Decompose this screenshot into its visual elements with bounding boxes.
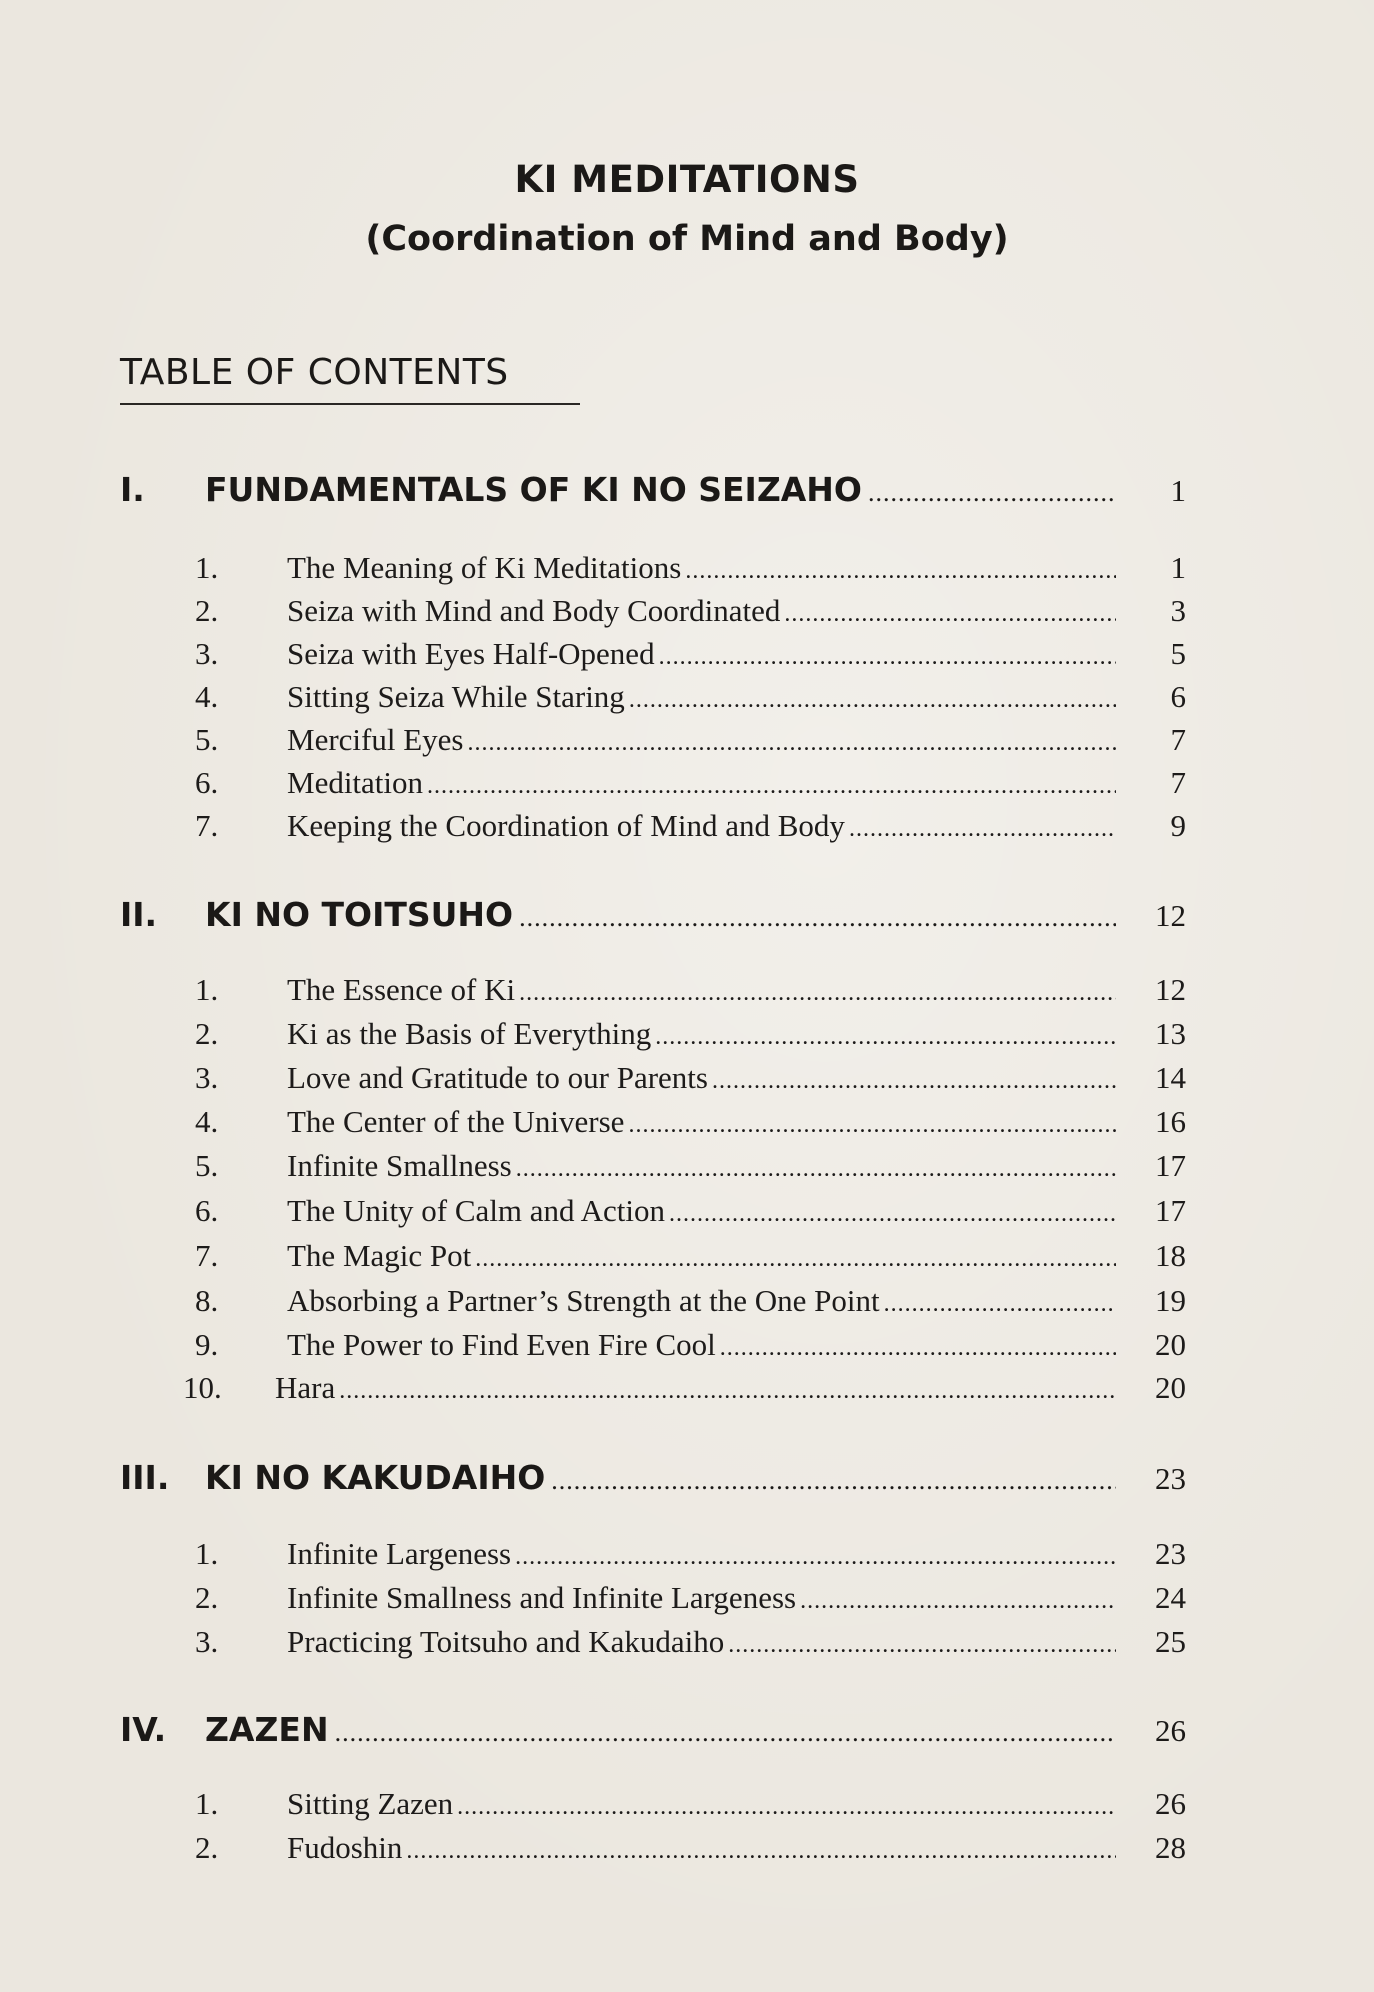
item-number: 1. — [195, 1536, 219, 1571]
dot-leader — [467, 730, 1116, 757]
item-page: 7 — [1170, 722, 1186, 757]
item-title: Absorbing a Partner’s Strength at the One Point — [287, 1283, 880, 1318]
dot-leader — [868, 478, 1116, 508]
item-number: 3. — [195, 1060, 219, 1095]
item-title: Fudoshin — [287, 1830, 403, 1865]
toc-item[interactable] — [195, 550, 1186, 586]
dot-leader — [655, 1024, 1116, 1051]
item-page: 1 — [1170, 550, 1186, 585]
item-number: 1. — [195, 1786, 219, 1821]
section-title: KI NO TOITSUHO — [205, 895, 514, 934]
item-title: Practicing Toitsuho and Kakudaiho — [287, 1624, 725, 1659]
dot-leader — [728, 1632, 1116, 1659]
dot-leader — [516, 1156, 1116, 1183]
item-page: 6 — [1170, 679, 1186, 714]
toc-item[interactable] — [195, 1786, 1186, 1822]
dot-leader — [406, 1838, 1116, 1865]
dot-leader — [659, 644, 1116, 671]
page-title: KI MEDITATIONS — [514, 158, 860, 201]
item-number: 6. — [195, 765, 219, 800]
item-number: 10. — [183, 1370, 222, 1405]
item-title: Ki as the Basis of Everything — [287, 1016, 652, 1051]
item-title: Seiza with Eyes Half-Opened — [287, 636, 655, 671]
item-page: 20 — [1155, 1370, 1186, 1405]
item-number: 4. — [195, 679, 219, 714]
toc-item[interactable] — [183, 1370, 1186, 1406]
toc-item[interactable] — [195, 765, 1186, 801]
toc-item[interactable] — [195, 1016, 1186, 1052]
item-page: 5 — [1170, 636, 1186, 671]
item-page: 17 — [1155, 1193, 1186, 1228]
item-number: 2. — [195, 1580, 219, 1615]
toc-section-2[interactable] — [120, 895, 1186, 934]
item-page: 16 — [1155, 1104, 1186, 1139]
item-title: Merciful Eyes — [287, 722, 464, 757]
dot-leader — [720, 1335, 1116, 1362]
item-number: 6. — [195, 1193, 219, 1228]
section-title: KI NO KAKUDAIHO — [205, 1458, 546, 1497]
toc-item[interactable] — [195, 1148, 1186, 1184]
toc-item[interactable] — [195, 1104, 1186, 1140]
dot-leader — [800, 1588, 1116, 1615]
toc-item[interactable] — [195, 1580, 1186, 1616]
dot-leader — [669, 1201, 1116, 1228]
dot-leader — [685, 558, 1116, 585]
toc-section-1[interactable] — [120, 470, 1186, 509]
dot-leader — [335, 1718, 1116, 1748]
section-page: 1 — [1170, 473, 1186, 508]
item-page: 19 — [1155, 1283, 1186, 1318]
toc-item[interactable] — [195, 1060, 1186, 1096]
item-page: 28 — [1155, 1830, 1186, 1865]
item-page: 17 — [1155, 1148, 1186, 1183]
item-title: Infinite Smallness and Infinite Largeness — [287, 1580, 797, 1615]
item-page: 7 — [1170, 765, 1186, 800]
dot-leader — [427, 773, 1116, 800]
section-title: FUNDAMENTALS OF KI NO SEIZAHO — [205, 470, 862, 509]
item-number: 7. — [195, 1238, 219, 1273]
toc-item[interactable] — [195, 1830, 1186, 1866]
item-title: Keeping the Coordination of Mind and Body — [287, 808, 845, 843]
item-page: 13 — [1155, 1016, 1186, 1051]
item-title: The Unity of Calm and Action — [287, 1193, 665, 1228]
toc-item[interactable] — [195, 679, 1186, 715]
dot-leader — [629, 687, 1116, 714]
item-page: 9 — [1170, 808, 1186, 843]
dot-leader — [515, 1544, 1116, 1571]
dot-leader — [849, 816, 1116, 843]
section-number: II. — [120, 895, 158, 934]
toc-item[interactable] — [195, 1327, 1186, 1363]
item-page: 24 — [1155, 1580, 1186, 1615]
toc-item[interactable] — [195, 972, 1186, 1008]
section-page: 12 — [1155, 898, 1186, 933]
item-page: 25 — [1155, 1624, 1186, 1659]
dot-leader — [519, 903, 1116, 933]
item-number: 9. — [195, 1327, 219, 1362]
item-number: 5. — [195, 1148, 219, 1183]
section-number: IV. — [120, 1710, 167, 1749]
dot-leader — [551, 1466, 1116, 1496]
item-page: 12 — [1155, 972, 1186, 1007]
dot-leader — [339, 1378, 1116, 1405]
toc-section-3[interactable] — [120, 1458, 1186, 1497]
item-page: 18 — [1155, 1238, 1186, 1273]
item-page: 23 — [1155, 1536, 1186, 1571]
dot-leader — [628, 1112, 1116, 1139]
item-title: Infinite Largeness — [287, 1536, 512, 1571]
toc-item[interactable] — [195, 1283, 1186, 1319]
item-title: Meditation — [287, 765, 424, 800]
item-title: Hara — [275, 1370, 336, 1405]
item-number: 5. — [195, 722, 219, 757]
item-title: The Magic Pot — [287, 1238, 472, 1273]
toc-section-4[interactable] — [120, 1710, 1186, 1749]
item-number: 2. — [195, 593, 219, 628]
item-number: 2. — [195, 1830, 219, 1865]
section-page: 26 — [1155, 1713, 1186, 1748]
toc-item[interactable] — [195, 593, 1186, 629]
section-page: 23 — [1155, 1461, 1186, 1496]
toc-item[interactable] — [195, 636, 1186, 672]
dot-leader — [519, 980, 1116, 1007]
item-number: 1. — [195, 550, 219, 585]
item-number: 3. — [195, 636, 219, 671]
item-number: 3. — [195, 1624, 219, 1659]
item-number: 7. — [195, 808, 219, 843]
toc-item[interactable] — [195, 1624, 1186, 1660]
item-page: 14 — [1155, 1060, 1186, 1095]
toc-item[interactable] — [195, 1238, 1186, 1274]
item-number: 1. — [195, 972, 219, 1007]
section-title: ZAZEN — [205, 1710, 329, 1749]
dot-leader — [784, 601, 1116, 628]
item-title: The Meaning of Ki Meditations — [287, 550, 682, 585]
item-title: Love and Gratitude to our Parents — [287, 1060, 708, 1095]
item-title: The Center of the Universe — [287, 1104, 625, 1139]
section-number: I. — [120, 470, 145, 509]
toc-item[interactable] — [195, 1536, 1186, 1572]
item-page: 20 — [1155, 1327, 1186, 1362]
item-number: 8. — [195, 1283, 219, 1318]
dot-leader — [712, 1068, 1116, 1095]
dot-leader — [457, 1794, 1116, 1821]
section-number: III. — [120, 1458, 170, 1497]
toc-item[interactable] — [195, 808, 1186, 844]
item-title: Infinite Smallness — [287, 1148, 512, 1183]
toc-item[interactable] — [195, 722, 1186, 758]
item-title: The Power to Find Even Fire Cool — [287, 1327, 716, 1362]
item-page: 3 — [1170, 593, 1186, 628]
toc-item[interactable] — [195, 1193, 1186, 1229]
item-number: 2. — [195, 1016, 219, 1051]
item-title: Sitting Seiza While Staring — [287, 679, 625, 714]
item-number: 4. — [195, 1104, 219, 1139]
item-title: Seiza with Mind and Body Coordinated — [287, 593, 781, 628]
item-title: Sitting Zazen — [287, 1786, 454, 1821]
page-subtitle: (Coordination of Mind and Body) — [365, 219, 1009, 259]
toc-heading: TABLE OF CONTENTS — [120, 352, 580, 405]
dot-leader — [475, 1246, 1116, 1273]
item-title: The Essence of Ki — [287, 972, 516, 1007]
dot-leader — [884, 1291, 1116, 1318]
item-page: 26 — [1155, 1786, 1186, 1821]
